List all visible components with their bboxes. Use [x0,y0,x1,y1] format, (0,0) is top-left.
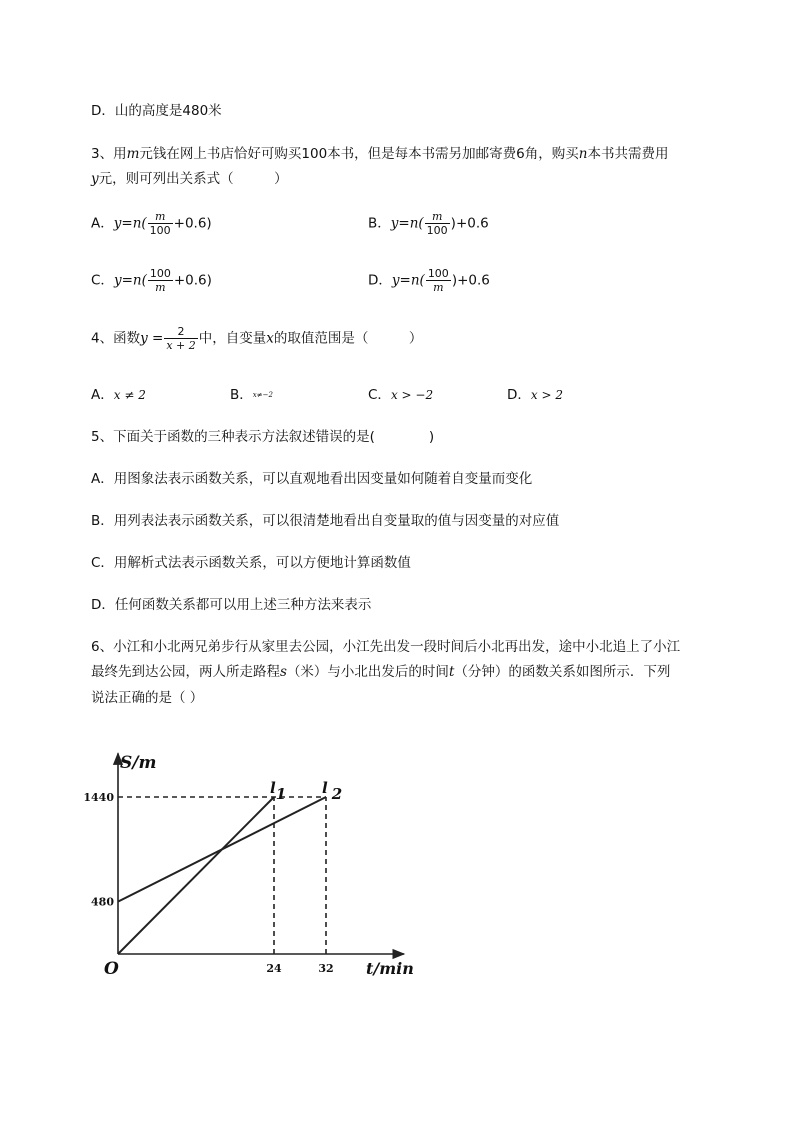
fraction: $\frac{m}{100}$ [149,210,171,237]
q4-stem: 4、函数y = $\frac{2}{x + 2}$ 中，自变量x的取值范围是（ ） [91,325,423,352]
series-line-l1 [118,797,274,954]
fraction: $\frac{100}{m}$ [149,267,171,294]
q3-option-a: A．y=n( $\frac{m}{100}$ +0.6) [91,210,212,237]
y-axis-label: S/m [120,753,157,773]
q4-option-a: A．x ≠ 2 [91,387,146,403]
x-tick-label: 32 [318,962,334,975]
series-label-sub: 1 [275,785,287,803]
y-tick-label: 1440 [83,791,114,804]
series-label-sub: 2 [331,785,343,803]
series-label-main: l [270,779,276,797]
q2-option-d: D．山的高度是480米 [91,103,222,119]
q3-option-d: D．y=n( $\frac{100}{m}$ )+0.6 [368,267,490,294]
q5-option-a: A．用图象法表示函数关系，可以直观地看出因变量如何随着自变量而变化 [91,471,533,487]
fraction: $\frac{2}{x + 2}$ [166,325,196,352]
series-label-l2 [322,779,342,803]
q4-option-d: D．x > 2 [507,387,563,403]
q6-stem-line1: 6、小江和小北两兄弟步行从家里去公园，小江先出发一段时间后小北再出发，途中小北追上了小江 [91,639,681,655]
q3-option-c: C．y=n( $\frac{100}{m}$ +0.6) [91,267,212,294]
q4-option-b: B．x≠−2 [230,387,273,403]
q5-option-c: C．用解析式法表示函数关系，可以方便地计算函数值 [91,555,411,571]
q4-option-c: C．x > −2 [368,387,434,403]
q6-stem-line2: 最终先到达公园，两人所走路程s（米）与小北出发后的时间t（分钟）的函数关系如图所示．下列 [91,664,671,680]
q3-stem-line2: y元，则可列出关系式（ ） [91,171,288,187]
x-axis-label: t/min [366,959,414,978]
q3-option-b: B．y=n( $\frac{m}{100}$ )+0.6 [368,210,489,237]
series-line-l2 [118,797,326,902]
series-label-main: l [322,779,328,797]
distance-time-chart [80,740,420,990]
q6-stem-line3: 说法正确的是（ ） [91,690,204,706]
origin-label: O [104,959,119,979]
x-tick-label: 24 [266,962,282,975]
fraction: $\frac{m}{100}$ [426,210,448,237]
q3-stem-line1: 3、用m元钱在网上书店恰好可购买100本书，但是每本书需另加邮寄费6角，购买n本书共需费用 [91,146,669,162]
q5-option-b: B．用列表法表示函数关系，可以很清楚地看出自变量取的值与因变量的对应值 [91,513,560,529]
fraction: $\frac{100}{m}$ [427,267,449,294]
q5-stem: 5、下面关于函数的三种表示方法叙述错误的是( ) [91,429,435,445]
q5-option-d: D．任何函数关系都可以用上述三种方法来表示 [91,597,372,613]
y-tick-label: 480 [91,895,114,909]
